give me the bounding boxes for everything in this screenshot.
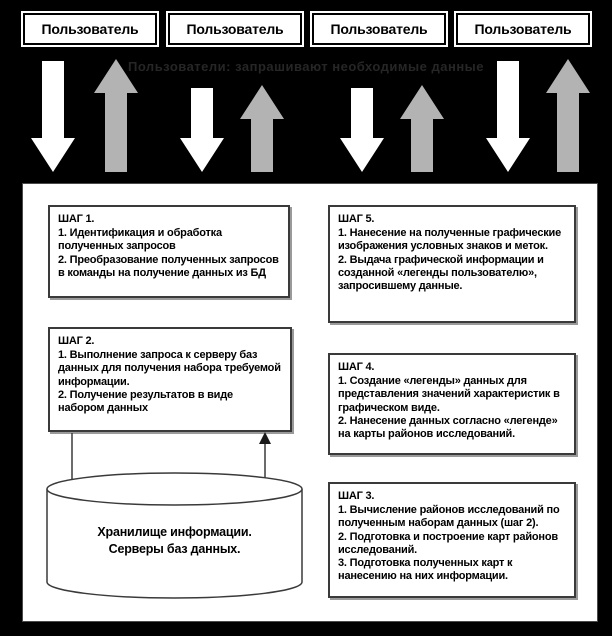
step-5-item-1: 1. Нанесение на полученные графические изображения условных знаков и меток. bbox=[338, 227, 562, 253]
step-4-title: ШАГ 4. bbox=[338, 361, 375, 373]
step-1-title: ШАГ 1. bbox=[58, 213, 95, 225]
down-arrow-icon bbox=[340, 88, 384, 172]
step-2-box bbox=[48, 327, 292, 432]
user-box-label: Пользователь bbox=[474, 21, 572, 37]
step-1-box bbox=[48, 205, 290, 298]
up-arrow-icon bbox=[240, 85, 284, 172]
user-box-label: Пользователь bbox=[186, 21, 284, 37]
step-2-item-2: 2. Получение результатов в виде набором данных bbox=[58, 388, 233, 414]
step-4-item-1: 1. Создание «легенды» данных для представления значений характеристик в графическом виде. bbox=[338, 375, 560, 414]
step-2-title: ШАГ 2. bbox=[58, 335, 95, 347]
step-5-item-2: 2. Выдача графической информации и созданной «легенды пользователю», запросившему данные. bbox=[338, 253, 544, 292]
user-box-label: Пользователь bbox=[41, 21, 139, 37]
database-label bbox=[47, 524, 302, 558]
step-3-item-2: 2. Подготовка и построение карт районов исследований. bbox=[338, 530, 558, 556]
request-response-arrows bbox=[0, 58, 612, 178]
step-3-item-3: 3. Подготовка полученных карт к нанесению на них информации. bbox=[338, 556, 513, 583]
user-box-3 bbox=[312, 13, 446, 45]
step-1-item-1: 1. Идентификация и обработка полученных запросов bbox=[58, 227, 222, 253]
step-3-title: ШАГ 3. bbox=[338, 490, 375, 502]
step-5-box bbox=[328, 205, 576, 323]
step-5-title: ШАГ 5. bbox=[338, 213, 375, 225]
up-arrow-icon bbox=[400, 85, 444, 172]
database-label-line2: Серверы баз данных. bbox=[108, 541, 241, 556]
user-box-1 bbox=[23, 13, 157, 45]
user-box-label: Пользователь bbox=[330, 21, 428, 37]
step-1-item-2: 2. Преобразование полученных запросов в команды на получение данных из БД bbox=[58, 253, 279, 279]
down-arrow-icon bbox=[486, 61, 530, 172]
user-box-4 bbox=[456, 13, 590, 45]
step-4-item-2: 2. Нанесение данных согласно «легенде» на карты районов исследований. bbox=[338, 414, 558, 440]
up-arrow-icon bbox=[94, 59, 138, 172]
step-2-item-1: 1. Выполнение запроса к серверу баз данных для получения набора требуемой информации. bbox=[58, 349, 281, 388]
connector-up-arrow-icon bbox=[259, 432, 271, 444]
user-box-2 bbox=[168, 13, 302, 45]
down-arrow-icon bbox=[31, 61, 75, 172]
database-label-line1: Хранилище информации. bbox=[97, 525, 252, 539]
up-arrow-icon bbox=[546, 59, 590, 172]
step-3-item-1: 1. Вычисление районов исследований по полученным наборам данных (шаг 2). bbox=[338, 504, 560, 530]
down-arrow-icon bbox=[180, 88, 224, 172]
users-request-caption: Пользователи: запрашивают необходимые данные bbox=[127, 59, 485, 74]
